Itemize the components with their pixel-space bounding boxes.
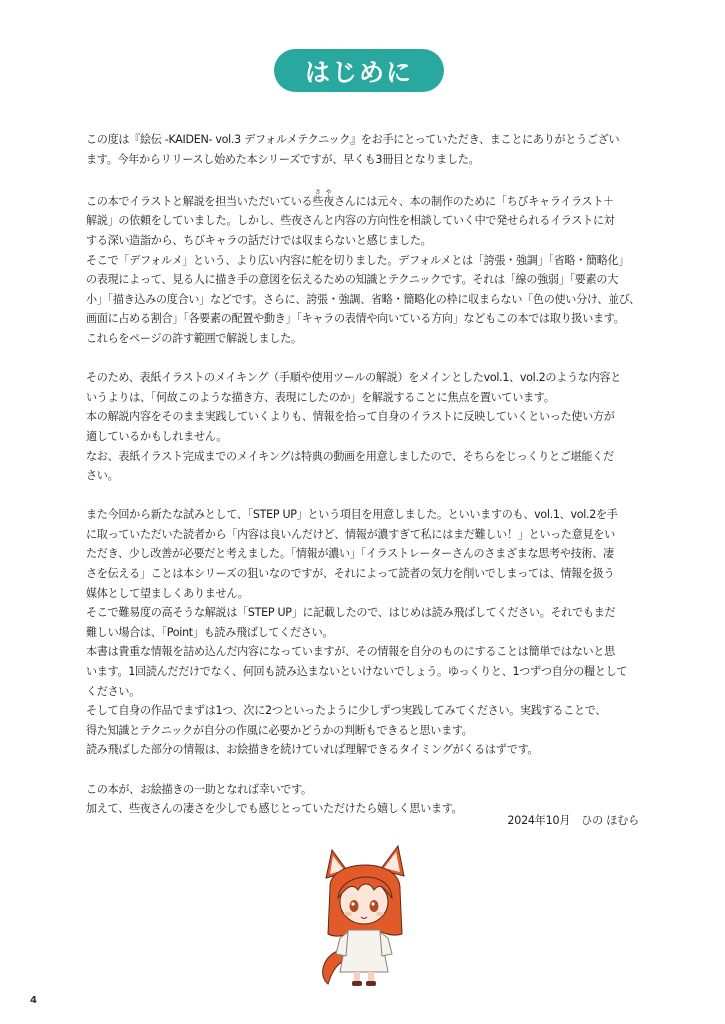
text-line: この本が、お絵描きの一助となれば幸いです。 [86, 782, 312, 796]
text-line: さい。 [86, 469, 119, 483]
text-line: そこで難易度の高そうな解説は「STEP UP」に記載したので、はじめは読み飛ばしてください。それでもまだ [86, 606, 616, 620]
text-line: 本の解説内容をそのまま実践していくよりも、情報を拾って自身のイラストに反映していくといった使い方が [86, 410, 615, 424]
text-line: そして自身の作品でまずは1つ、次に2つといったように少しずつ実践してみてください。実践することで、 [86, 704, 607, 718]
page-title: はじめに [304, 57, 413, 87]
text-line: ます。今年からリリースし始めた本シリーズですが、早くも3冊目となりました。 [86, 152, 480, 166]
text-line: さを伝える」ことは本シリーズの狙いなのですが、それによって読者の気力を削いでしまっては、情報を扱う [86, 567, 615, 581]
text-line: います。1回読んだだけでなく、何回も読み込まないといけないでしょう。ゆっくりと、1つずつ自分の糧として [86, 665, 628, 679]
text-line: 媒体として望ましくありません。 [86, 586, 249, 600]
text-line: に取っていただいた読者から「内容は良いんだけど、情報が濃すぎて私にはまだ難しい！」といった意見をい [86, 527, 615, 541]
text-line: そのため、表紙イラストのメイキング（手順や使用ツールの解説）をメインとしたvol.1、vol.2のような内容と [86, 371, 621, 385]
body-text [86, 130, 646, 819]
text-line: これらをページの許す範囲で解説しました。 [86, 331, 302, 345]
text-line: 画面に占める割合」「各要素の配置や動き」「キャラの表情や向いている方向」などもこの本では取り扱います。 [86, 312, 625, 326]
text-line: の表現によって、見る人に描き手の意図を伝えるための知識とテクニックです。それは「線の強弱」「要素の大 [86, 273, 618, 287]
text-line: 小」「描き込みの度合い」などです。さらに、誇張・強調、省略・簡略化の枠に収まらない「色の使い分け、並び、 [86, 292, 640, 306]
text-line: する深い造詣から、ちびキャラの話だけでは収まらないと感じました。 [86, 233, 432, 247]
page-title-banner [274, 49, 444, 92]
text-line: この本でイラストと解説を担当いただいている些夜さやさんには元々、本の制作のために「ちびキャライラスト＋ [86, 188, 614, 208]
text-line: ください。 [86, 684, 140, 698]
page-number: 4 [30, 995, 37, 1006]
text-line: また今回から新たな試みとして、「STEP UP」という項目を用意しました。といいますのも、vol.1、vol.2を手 [86, 508, 618, 522]
fox-girl-mascot-illustration [318, 838, 410, 988]
text-line: この度は『絵伝 -KAIDEN- vol.3 デフォルメテクニック』をお手にとっていただき、まことにありがとうござい [86, 133, 620, 146]
text-line: そこで「デフォルメ」という、より広い内容に舵を切りました。デフォルメとは「誇張・強調」「省略・簡略化」 [86, 253, 630, 267]
text-line: 難しい場合は、「Point」も読み飛ばしてください。 [86, 625, 334, 639]
name-ruby: 些夜さや [312, 188, 334, 208]
text-line: 本書は貴重な情報を詰め込んだ内容になっていますが、その情報を自分のものにすることは簡単ではないと思 [86, 645, 615, 659]
text-line: いうよりは、「何故このような描き方、表現にしたのか」を解説することに焦点を置いています。 [86, 390, 555, 404]
text-line: 解説」の依頼をしていました。しかし、些夜さんと内容の方向性を相談していく中で発せられるイラストに対 [86, 214, 615, 228]
text-line: 加えて、些夜さんの凄さを少しでも感じとっていただけたら嬉しく思います。 [86, 802, 463, 816]
text-line: 読み飛ばした部分の情報は、お絵描きを続けていれば理解できるタイミングがくるはずです。 [86, 743, 539, 757]
text-line: 得た知識とテクニックが自分の作風に必要かどうかの判断もできると思います。 [86, 723, 473, 737]
text-line: ただき、少し改善が必要だと考えました。「情報が濃い」「イラストレーターさんのさまざまな思考や技術、凄 [86, 547, 614, 561]
text-line: なお、表紙イラスト完成までのメイキングは特典の動画を用意しましたので、そちらをじっくりとご堪能くだ [86, 449, 614, 463]
text-line: 適しているかもしれません。 [86, 429, 227, 443]
signature: 2024年10月 ひの ほむら [507, 814, 639, 827]
